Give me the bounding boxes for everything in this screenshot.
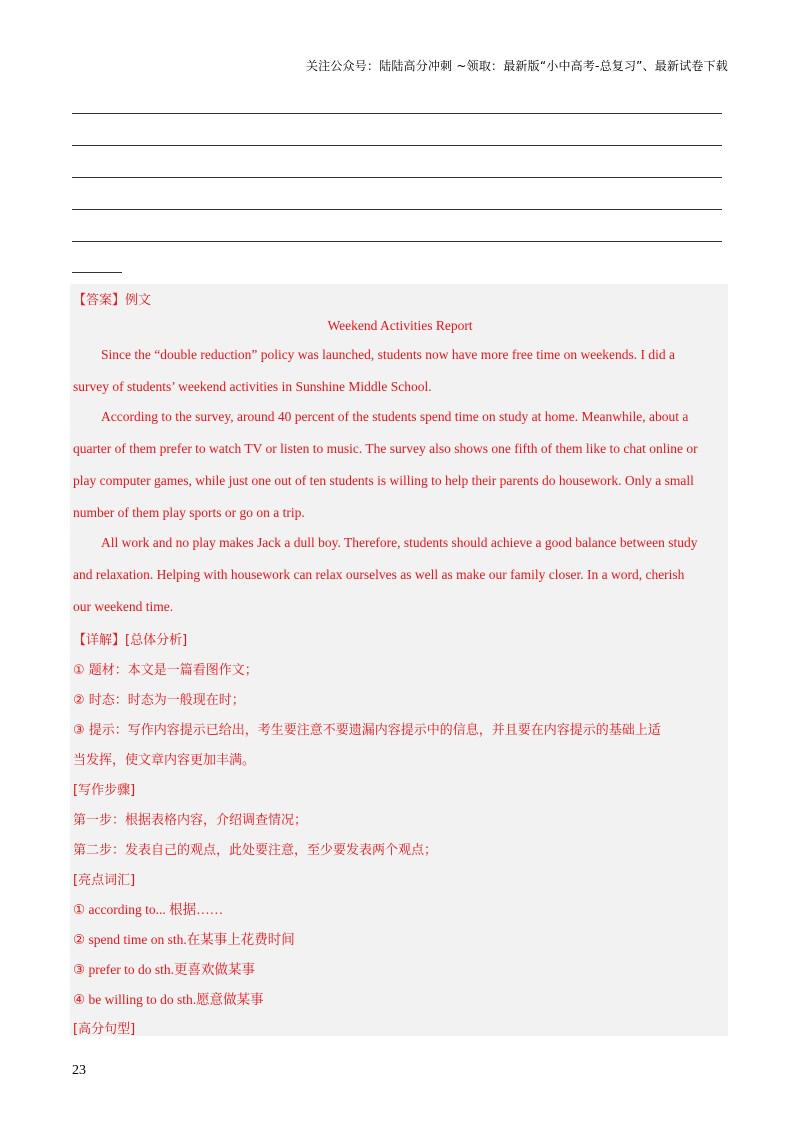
essay-line: All work and no play makes Jack a dull boy. Therefore, students should achieve a good balance between study: [101, 535, 698, 550]
blank-line-3: [72, 177, 722, 178]
blank-line-short: [72, 272, 122, 273]
vocab-item: ③ prefer to do sth.更喜欢做某事: [73, 962, 255, 977]
blank-line-4: [72, 209, 722, 210]
essay-line: survey of students’ weekend activities in Sunshine Middle School.: [73, 379, 432, 394]
steps-label: [写作步骤]: [73, 783, 136, 798]
vocab-item: ② spend time on sth.在某事上花费时间: [73, 932, 295, 947]
essay-line: According to the survey, around 40 percent of the students spend time on study at home. Meanwhile, about a: [101, 409, 689, 424]
blank-line-5: [72, 241, 722, 242]
blank-line-1: [72, 113, 722, 114]
vocab-item: ① according to... 根据……: [73, 902, 224, 917]
essay-line: and relaxation. Helping with housework can relax ourselves as well as make our family closer. In a word, cherish: [73, 567, 685, 582]
analysis-point: ③ 提示：写作内容提示已给出，考生要注意不要遗漏内容提示中的信息，并且要在内容提示的基础上适: [73, 723, 661, 738]
essay-line: our weekend time.: [73, 599, 174, 614]
blank-line-2: [72, 145, 722, 146]
analysis-point: ② 时态：时态为一般现在时；: [73, 693, 245, 708]
essay-line: number of them play sports or go on a trip.: [73, 505, 305, 520]
analysis-point: 当发挥，使文章内容更加丰满。: [73, 753, 256, 768]
essay-line: Since the “double reduction” policy was launched, students now have more free time on weekends. I did a: [101, 347, 675, 362]
essay-line: quarter of them prefer to watch TV or listen to music. The survey also shows one fifth of them like to chat online or: [73, 441, 698, 456]
vocab-label: [亮点词汇]: [73, 873, 136, 888]
step-item: 第一步：根据表格内容，介绍调查情况；: [73, 813, 308, 828]
step-item: 第二步：发表自己的观点，此处要注意，至少要发表两个观点；: [73, 843, 438, 858]
essay-line: play computer games, while just one out of ten students is willing to help their parents do housework. Only a small: [73, 473, 694, 488]
analysis-point: ① 题材：本文是一篇看图作文；: [73, 663, 258, 678]
essay-title: Weekend Activities Report: [327, 318, 473, 333]
vocab-item: ④ be willing to do sth.愿意做某事: [73, 992, 264, 1007]
answer-label: 【答案】例文: [73, 293, 152, 308]
page-header: 关注公众号：陆陆高分冲刺 ~领取：最新版“小中高考-总复习”、最新试卷下载: [305, 59, 728, 73]
page-number: 23: [72, 1063, 86, 1078]
sentence-label: [高分句型]: [73, 1022, 136, 1037]
analysis-label: 【详解】[总体分析]: [73, 633, 188, 648]
